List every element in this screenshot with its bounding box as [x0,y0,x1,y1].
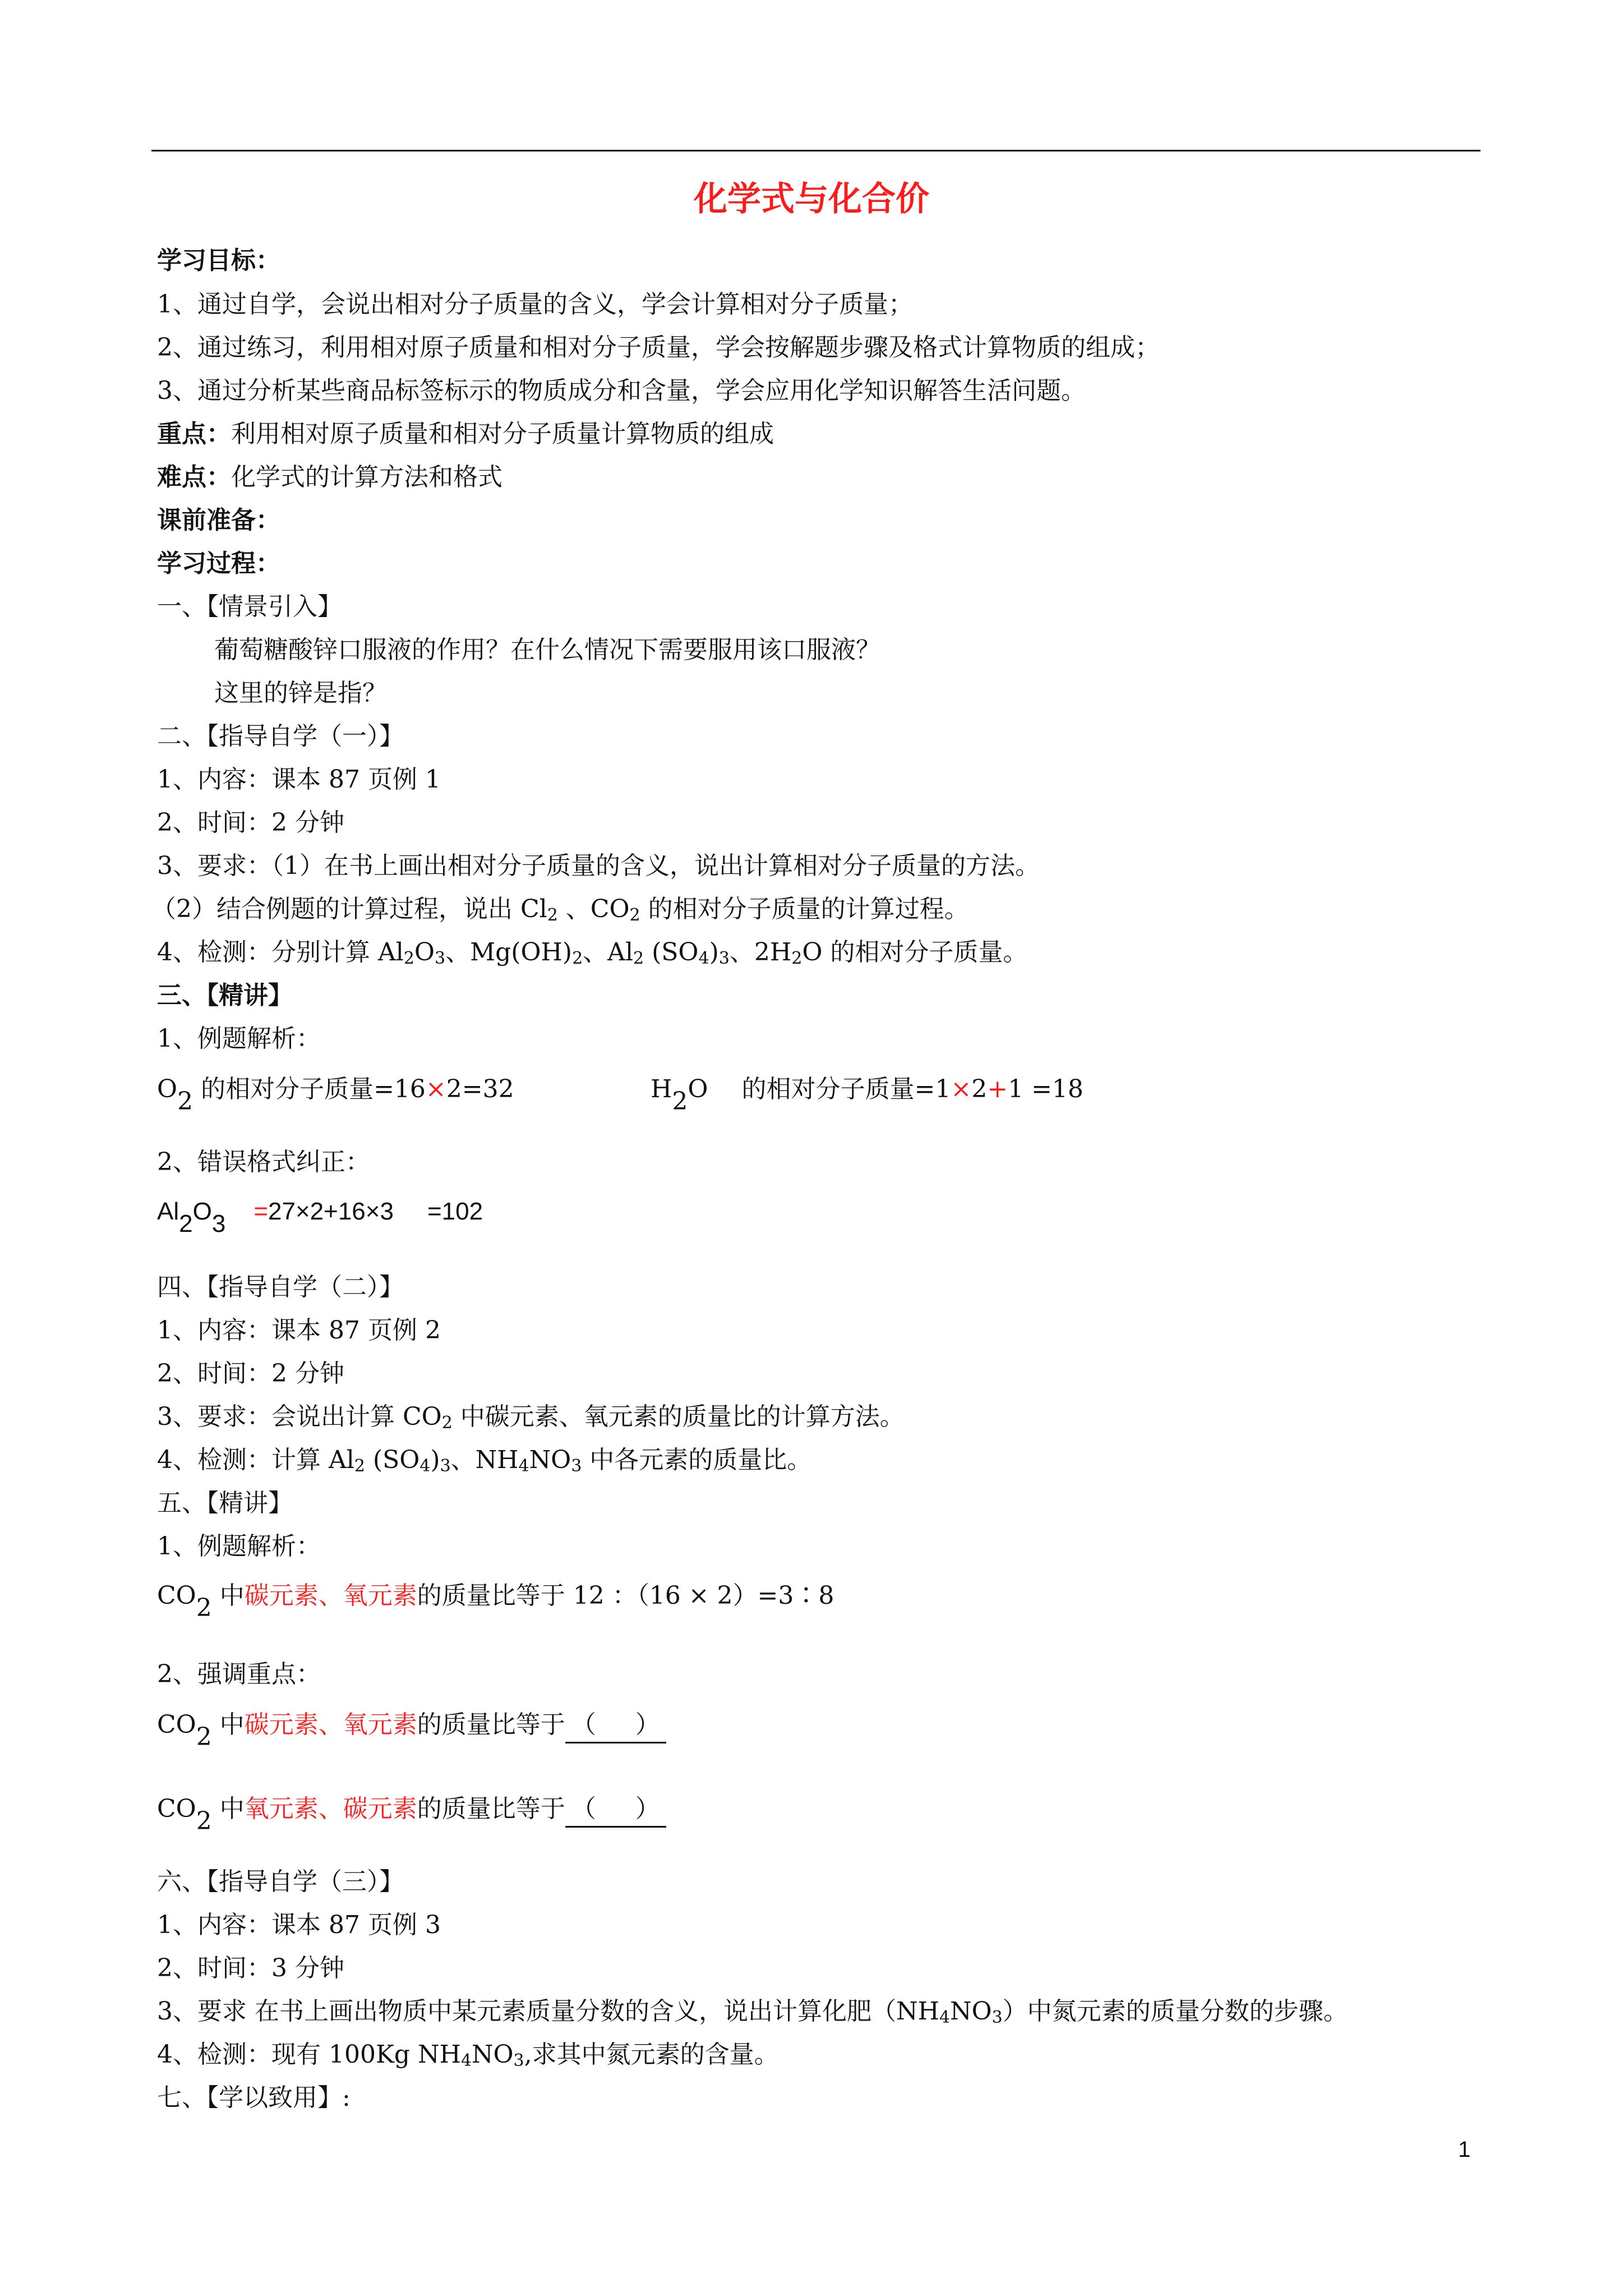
s2-content: 1、内容：课本 87 页例 1 [157,765,441,794]
s4-check: 4、检测：计算 $Al_2$ $(SO_4)_3$、$NH_4NO_3$ 中各元素的质量比。 [157,1446,812,1476]
page-title: 化学式与化合价 [694,180,929,219]
goal-item: 3、通过分析某些商品标签标示的物质成分和含量，学会应用化学知识解答生活问题。 [157,376,1086,405]
co2-ratio-blank-1: CO2 中碳元素、氧元素的质量比等于 （ ） [157,1708,666,1743]
co2-ratio-example: CO2 中碳元素、氧元素的质量比等于 12 ：（16 × 2）=3∶8 [157,1581,834,1622]
s2-requirement-2: （2）结合例题的计算过程，说出 $Cl_2$ 、$CO_2$ 的相对分子质量的计算过程。 [151,895,969,925]
s2-check: 4、检测：分别计算 $Al_2O_3$、$Mg(OH)_2$、$Al_2$ $(SO_4)_3$、$2H_2O$ 的相对分子质量。 [157,938,1028,968]
s2-requirement-1: 3、要求：（1）在书上画出相对分子质量的含义，说出计算相对分子质量的方法。 [157,852,1040,880]
difficulty [157,461,502,494]
s5-example-label: 1、例题解析： [157,1532,321,1561]
section-1-heading: 一、【情景引入】 [157,592,342,621]
header-rule [151,150,1481,151]
difficulty-label: 难点： [157,463,231,491]
prep-heading: 课前准备： [157,506,280,535]
goals-heading: 学习目标： [157,246,280,275]
s6-requirement: 3、要求 在书上画出物质中某元素质量分数的含义，说出计算化肥$(NH_4NO_3)$中氮元素的质量分数的步骤。 [157,1997,1348,2027]
key-label: 重点： [157,420,231,448]
process-heading: 学习过程： [157,549,280,578]
scenario-question-2: 这里的锌是指？ [214,679,387,707]
s3-example-label: 1、例题解析： [157,1024,321,1053]
al2o3-example: Al2O3 =27×2+16×3 =102 [157,1198,483,1237]
s6-check: 4、检测：现有 100Kg $NH_4NO_3$,求其中氮元素的含量。 [157,2040,779,2070]
goal-item: 1、通过自学，会说出相对分子质量的含义，学会计算相对分子质量； [157,290,913,319]
o2-example: O2 的相对分子质量=16×2=32 [157,1075,514,1116]
s6-content: 1、内容：课本 87 页例 3 [157,1911,441,1939]
answer-blank[interactable]: （ ） [565,1708,666,1743]
section-7-heading: 七、【学以致用】: [157,2083,351,2112]
goal-item: 2、通过练习，利用相对原子质量和相对分子质量，学会按解题步骤及格式计算物质的组成； [157,333,1160,362]
s4-time: 2、时间：2 分钟 [157,1359,344,1388]
h2o-example: H2O 的相对分子质量=1×2+1 =18 [651,1075,1083,1116]
s3-error-label: 2、错误格式纠正： [157,1148,370,1176]
page-number: 1 [1458,2137,1471,2162]
difficulty-text: 化学式的计算方法和格式 [231,463,502,491]
s4-content: 1、内容：课本 87 页例 2 [157,1316,441,1345]
section-5-heading: 五、【精讲】 [157,1489,293,1517]
s4-requirement: 3、要求：会说出计算 $CO_2$ 中碳元素、氧元素的质量比的计算方法。 [157,1402,905,1433]
key-text: 利用相对原子质量和相对分子质量计算物质的组成 [231,420,774,448]
co2-ratio-blank-2: CO2 中氧元素、碳元素的质量比等于 （ ） [157,1792,666,1828]
section-3-heading: 三、【精讲】 [157,981,293,1010]
key-point [157,417,774,451]
section-4-heading: 四、【指导自学（二）】 [157,1273,404,1301]
s5-emphasis-label: 2、强调重点： [157,1660,321,1688]
scenario-question-1: 葡萄糖酸锌口服液的作用？在什么情况下需要服用该口服液？ [214,636,880,664]
s6-time: 2、时间：3 分钟 [157,1954,344,1982]
section-2-heading: 二、【指导自学（一）】 [157,722,404,751]
section-6-heading: 六、【指导自学（三）】 [157,1867,404,1896]
s2-time: 2、时间：2 分钟 [157,808,344,837]
answer-blank[interactable]: （ ） [565,1792,666,1828]
